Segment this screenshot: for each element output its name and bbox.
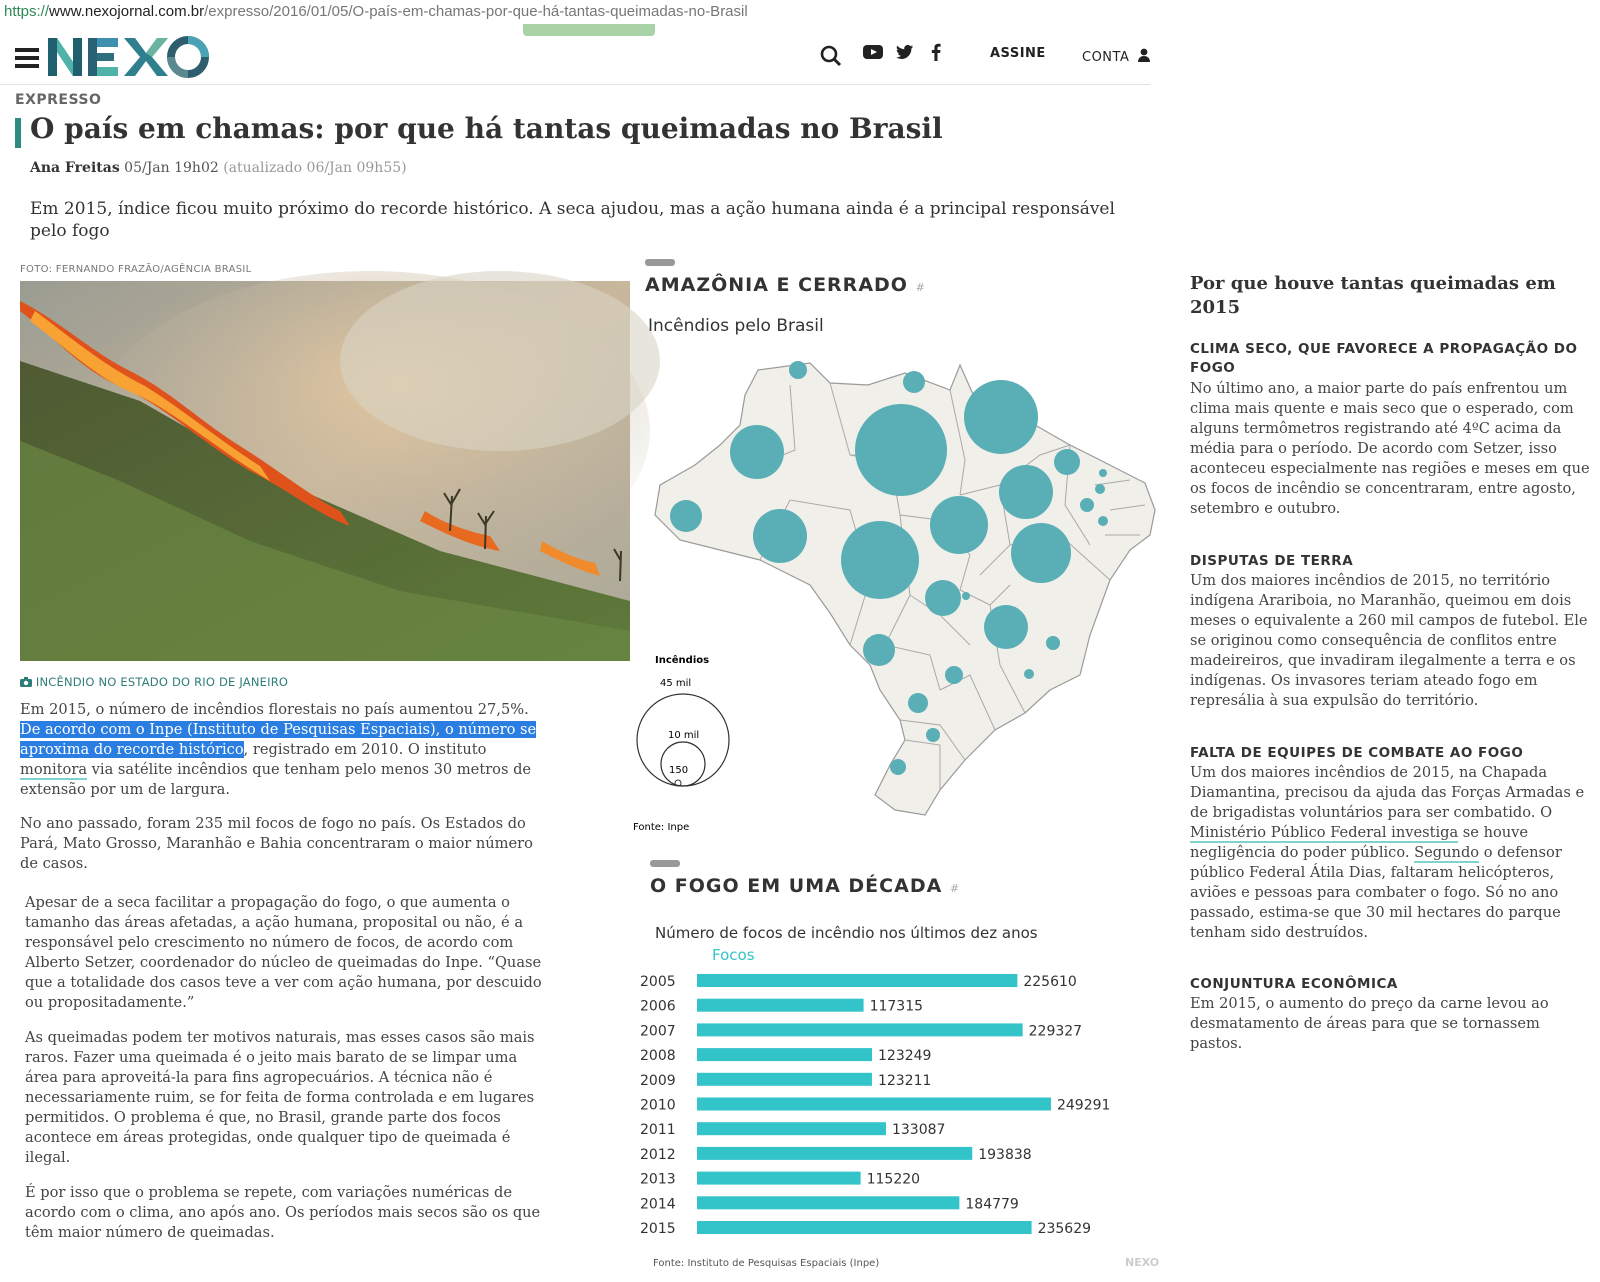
bar-category-label: 2011 — [640, 1122, 676, 1139]
fire-bubble — [855, 404, 947, 496]
photo-caption — [20, 675, 288, 689]
chart-module-title — [650, 875, 960, 897]
fire-bubble — [908, 693, 928, 713]
subscribe-link[interactable]: ASSINE — [990, 46, 1046, 61]
fire-bubble — [964, 380, 1038, 454]
byline — [30, 160, 407, 176]
bar-2005 — [697, 974, 1017, 987]
fire-bubble — [999, 465, 1053, 519]
fire-bubble — [1099, 469, 1107, 477]
bar-2010 — [697, 1098, 1051, 1111]
fire-photo — [20, 281, 630, 661]
segundo-link[interactable]: Segundo — [1414, 844, 1480, 861]
chart-module-tab — [650, 860, 680, 867]
bar-category-label: 2007 — [640, 1023, 676, 1040]
author-name[interactable]: Ana Freitas — [30, 160, 120, 176]
bar-value-label: 225610 — [1023, 974, 1077, 990]
url-scheme: https:// — [4, 3, 50, 20]
map-subtitle: Incêndios pelo Brasil — [648, 316, 824, 336]
url-host: www.nexojornal.com.br — [49, 3, 205, 20]
selected-text[interactable]: De acordo com o Inpe (Instituto de Pesquisas Espaciais), o número se aproxima do recorde histórico — [20, 721, 537, 758]
fire-bubble — [945, 666, 963, 684]
search-icon[interactable] — [819, 44, 843, 68]
fire-bubble — [789, 361, 807, 379]
brazil-bubble-map — [633, 345, 1160, 845]
page-title: O país em chamas: por que há tantas queimadas no Brasil — [30, 112, 943, 145]
chart-title-text: O FOGO EM UMA DÉCADA — [650, 875, 943, 897]
map-title-text: AMAZÔNIA E CERRADO — [645, 274, 908, 296]
map-source: Fonte: Inpe — [633, 822, 690, 833]
sidebar-text-3a: Um dos maiores incêndios de 2015, na Chapada Diamantina, precisou da ajuda das Forças Armadas e de brigadistas voluntários para ser combatido. O — [1190, 764, 1585, 821]
fire-bubble — [925, 580, 961, 616]
address-bar[interactable] — [0, 0, 1154, 24]
bar-value-label: 249291 — [1056, 1097, 1111, 1114]
bar-category-label: 2006 — [640, 998, 676, 1015]
updated-date: (atualizado 06/Jan 09h55) — [223, 160, 407, 176]
sidebar-text-3 — [1190, 763, 1590, 943]
fire-bubble — [1054, 449, 1080, 475]
bar-2011 — [697, 1122, 886, 1135]
sidebar-text-4: Em 2015, o aumento do preço da carne levou ao desmatamento de áreas para que se tornassem pastos. — [1190, 995, 1549, 1052]
account-link[interactable] — [1082, 48, 1150, 65]
bar-category-label: 2009 — [640, 1072, 676, 1089]
nexo-logo[interactable] — [46, 34, 206, 82]
publish-date: 05/Jan 19h02 — [124, 160, 219, 176]
bar-value-label: 235629 — [1037, 1221, 1092, 1237]
bar-series — [640, 974, 1110, 1237]
sidebar-title: Por que houve tantas queimadas em 2015 — [1190, 273, 1556, 318]
bar-2007 — [697, 1023, 1023, 1036]
bar-category-label: 2012 — [640, 1146, 676, 1163]
fire-bubble — [1046, 636, 1060, 650]
fire-bubble — [930, 496, 988, 554]
sidebar-heading-2: DISPUTAS DE TERRA — [1190, 553, 1354, 569]
bar-category-label: 2015 — [640, 1221, 676, 1237]
paragraph-1 — [20, 700, 540, 800]
legend-entry: Focos — [712, 946, 755, 964]
chart-subtitle: Número de focos de incêndio nos últimos dez anos — [655, 924, 1038, 942]
fire-bubble — [926, 728, 940, 742]
monitora-link[interactable]: monitora — [20, 761, 88, 778]
sidebar-heading-4: CONJUNTURA ECONÔMICA — [1190, 976, 1398, 992]
legend-value-medium: 10 mil — [668, 730, 700, 741]
p1-text-c: , registrado em 2010. O instituto — [243, 741, 487, 758]
map-permalink[interactable]: # — [915, 281, 926, 294]
camera-icon — [20, 677, 32, 687]
sidebar-heading-1: CLIMA SECO, QUE FAVORECE A PROPAGAÇÃO DO FOGO — [1190, 341, 1578, 376]
bar-value-label: 115220 — [866, 1171, 921, 1188]
section-label[interactable]: EXPRESSO — [15, 92, 102, 108]
mpf-investiga-link[interactable]: Ministério Público Federal investiga — [1190, 824, 1459, 841]
bar-value-label: 193838 — [978, 1146, 1032, 1163]
fire-bubble — [962, 592, 970, 600]
caption-text: INCÊNDIO NO ESTADO DO RIO DE JANEIRO — [35, 675, 289, 689]
bar-2012 — [697, 1147, 972, 1160]
p1-text-e: via satélite incêndios que tenham pelo menos 30 metros de extensão por um de largura. — [20, 761, 532, 798]
bar-category-label: 2014 — [640, 1196, 676, 1213]
fire-bubble — [903, 371, 925, 393]
fire-bubble — [753, 509, 807, 563]
twitter-icon[interactable] — [893, 40, 917, 64]
url-path: /expresso/2016/01/05/O-país-em-chamas-por-que-há-tantas-queimadas-no-Brasil — [204, 3, 748, 20]
sidebar-text-3b: se houve negligência do poder público. — [1190, 824, 1529, 861]
fire-bubble — [1095, 484, 1105, 494]
map-module-tab — [645, 259, 675, 266]
paragraph-2: No ano passado, foram 235 mil focos de fogo no país. Os Estados do Pará, Mato Grosso, Maranhão e Bahia concentraram o maior número de casos. — [20, 815, 533, 872]
bar-value-label: 117315 — [869, 998, 924, 1015]
map-module-title — [645, 274, 926, 296]
fire-bar-chart — [640, 940, 1160, 1280]
account-label: CONTA — [1082, 50, 1130, 65]
sidebar-text-3c: o defensor público Federal Átila Dias, faltaram helicópteros, aviões e pessoas para combater o fogo. Só no ano passado, estima-se que 30 mil hectares do parque tenham sido destruídos. — [1190, 844, 1562, 941]
site-header — [0, 24, 1150, 85]
chart-permalink[interactable]: # — [949, 882, 961, 895]
photo-credit: FOTO: FERNANDO FRAZÃO/AGÊNCIA BRASIL — [20, 264, 252, 275]
title-accent — [15, 118, 21, 148]
chart-watermark: NEXO — [1125, 1256, 1160, 1269]
bar-value-label: 123211 — [877, 1072, 932, 1089]
fire-bubble — [984, 605, 1028, 649]
legend-circle-medium — [661, 742, 705, 786]
menu-icon[interactable] — [15, 48, 39, 68]
bar-2015 — [697, 1221, 1032, 1234]
fire-bubble — [841, 521, 919, 599]
bar-2008 — [697, 1048, 872, 1061]
facebook-icon[interactable] — [924, 40, 948, 64]
paragraph-3: Apesar de a seca facilitar a propagação do fogo, o que aumenta o tamanho das áreas afetadas, a ação humana, proposital ou não, é a responsável pelo crescimento no número de focos, de acordo com Alberto Setzer, coordenador do núcleo de queimadas do Inpe. “Quase que a totalidade dos casos teve a ver com ação humana, por descuido ou propositadamente.” — [25, 894, 542, 1011]
bar-2013 — [697, 1172, 861, 1185]
fire-bubble — [670, 500, 702, 532]
bar-value-label: 123249 — [878, 1048, 932, 1065]
chart-source: Fonte: Instituto de Pesquisas Espaciais (Inpe) — [653, 1258, 880, 1269]
bar-category-label: 2013 — [640, 1171, 676, 1188]
article-lede: Em 2015, índice ficou muito próximo do recorde histórico. A seca ajudou, mas a ação humana ainda é a principal responsável pelo fogo — [30, 199, 1115, 241]
fire-bubble — [1098, 516, 1108, 526]
sidebar-text-1: No último ano, a maior parte do país enfrentou um clima mais quente e mais seco que o esperado, com alguns termômetros registrando até 4ºC acima da média para o período. De acordo com Setzer, isso aconteceu especialmente nas regiões e meses em que os focos de incêndio se concentraram, entre agosto, setembro e outubro. — [1190, 380, 1590, 517]
bar-2009 — [697, 1073, 872, 1086]
fire-bubble — [890, 759, 906, 775]
bar-value-label: 229327 — [1028, 1023, 1083, 1040]
reading-progress-bar — [523, 24, 655, 36]
fire-bubbles — [670, 361, 1108, 775]
user-icon — [1138, 48, 1150, 62]
bar-value-label: 133087 — [891, 1122, 946, 1139]
paragraph-4: As queimadas podem ter motivos naturais, mas esses casos são mais raros. Fazer uma queimada é o jeito mais barato de se limpar uma área para aproveitá-la para fins agropecuários. A técnica não é necessariamente ruim, se for feita de forma controlada e em lugares permitidos. O problema é que, no Brasil, grande parte dos focos acontece em áreas protegidas, onde qualquer tipo de queimada é ilegal. — [25, 1029, 535, 1166]
sidebar-heading-3: FALTA DE EQUIPES DE COMBATE AO FOGO — [1190, 745, 1524, 761]
bar-category-label: 2010 — [640, 1097, 676, 1114]
fire-bubble — [1080, 498, 1094, 512]
bar-category-label: 2005 — [640, 974, 676, 990]
fire-bubble — [730, 425, 784, 479]
legend-value-large: 45 mil — [660, 678, 692, 689]
map-legend — [633, 654, 729, 833]
fire-bubble — [1011, 523, 1071, 583]
fire-bubble — [863, 634, 895, 666]
fire-bubble — [1024, 669, 1034, 679]
bar-value-label: 184779 — [965, 1196, 1019, 1213]
legend-title: Incêndios — [655, 655, 710, 666]
legend-value-small: 150 — [669, 765, 689, 776]
youtube-icon[interactable] — [861, 40, 885, 64]
sidebar-text-2: Um dos maiores incêndios de 2015, no território indígena Arariboia, no Maranhão, queimou em dois meses o equivalente a 260 mil campos de futebol. Ele se originou como consequência de conflitos entre madeireiros, que invadiram ilegalmente a terra e os indígenas. Os invasores teriam ateado fogo em represália à sua expulsão do território. — [1190, 572, 1588, 709]
bar-2014 — [697, 1196, 959, 1209]
p1-text-a: Em 2015, o número de incêndios florestais no país aumentou 27,5%. — [20, 701, 529, 718]
paragraph-5: É por isso que o problema se repete, com variações numéricas de acordo com o clima, ano após ano. Os períodos mais secos são os que têm maior número de queimadas. — [25, 1184, 541, 1241]
bar-category-label: 2008 — [640, 1048, 676, 1065]
bar-2006 — [697, 999, 864, 1012]
